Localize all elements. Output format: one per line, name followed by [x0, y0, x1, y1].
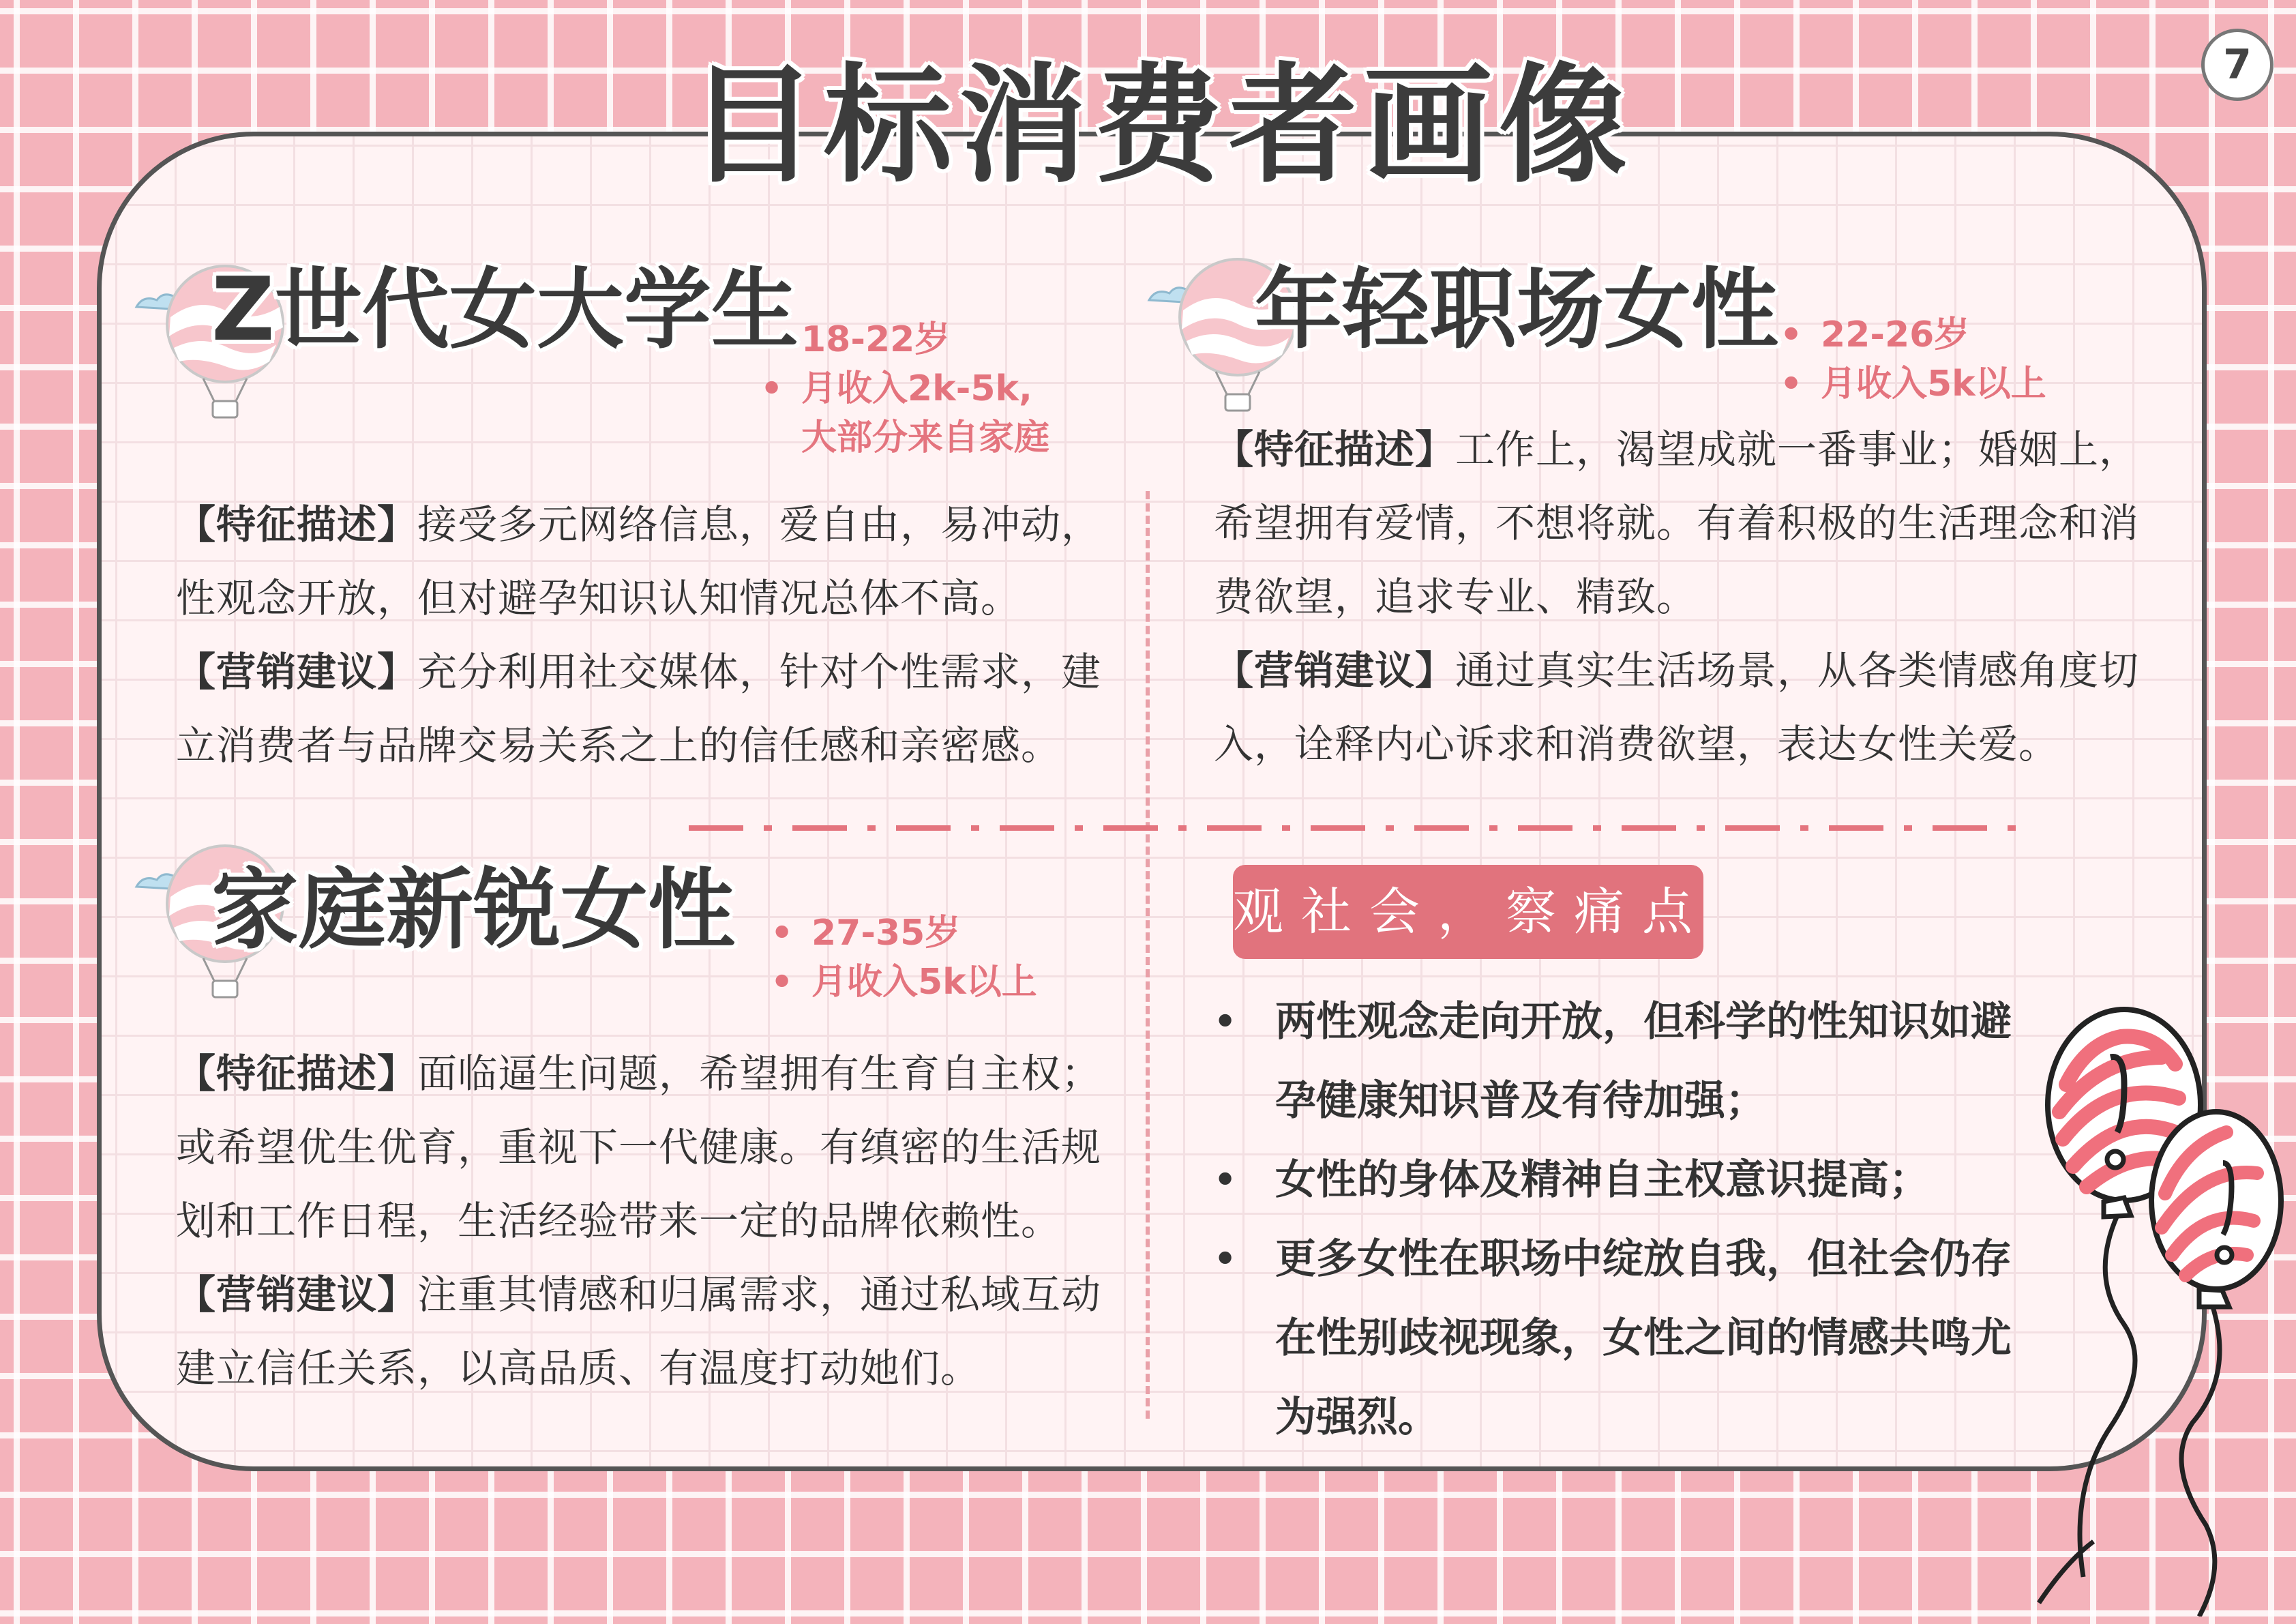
segment-desc-gen-z — [176, 488, 1117, 782]
meta-age: • 22-26岁 — [1780, 314, 1970, 355]
page-number: 7 — [2201, 29, 2273, 101]
insight-point: • 两性观念走向开放，但科学的性知识如避孕健康知识普及有待加强； — [1200, 982, 2032, 1140]
marketing-block: 【营销建议】充分利用社交媒体，针对个性需求，建立消费者与品牌交易关系之上的信任感和亲密感。 — [176, 649, 1102, 769]
segment-meta-family — [771, 909, 1037, 1007]
meta-source: 大部分来自家庭 — [801, 417, 1050, 458]
segment-meta-young-professional — [1780, 310, 2046, 409]
insight-point: • 更多女性在职场中绽放自我，但社会仍存在性别歧视现象，女性之间的情感共鸣尤为强烈。 — [1200, 1220, 2032, 1457]
insight-point: • 女性的身体及精神自主权意识提高； — [1200, 1140, 2032, 1220]
insight-banner: 观社会，察痛点 — [1233, 865, 1703, 959]
marketing-block: 【营销建议】通过真实生活场景，从各类情感角度切入，诠释内心诉求和消费欲望，表达女性关爱。 — [1214, 647, 2140, 767]
horizontal-divider — [689, 825, 2018, 831]
segment-heading-gen-z: Z世代女大学生 — [211, 259, 799, 361]
feature-block: 【特征描述】工作上，渴望成就一番事业；婚姻上，希望拥有爱情，不想将就。有着积极的生活理念和消费欲望，追求专业、精致。 — [1214, 426, 2140, 620]
segment-desc-young-professional — [1214, 413, 2155, 781]
meta-age: 18-22岁 — [801, 319, 951, 360]
feature-block: 【特征描述】接受多元网络信息，爱自由，易冲动，性观念开放，但对避孕知识认知情况总体不高。 — [176, 501, 1102, 621]
segment-meta-gen-z — [760, 315, 1049, 462]
balloons-doodle-icon — [1930, 1003, 2284, 1616]
segment-heading-family: 家庭新锐女性 — [211, 859, 736, 961]
feature-block: 【特征描述】面临逼生问题，希望拥有生育自主权；或希望优生优育，重视下一代健康。有缜密的生活规划和工作日程，生活经验带来一定的品牌依赖性。 — [176, 1050, 1102, 1244]
segment-heading-young-professional: 年轻职场女性 — [1255, 259, 1779, 361]
page-title: 目标消费者画像 — [689, 51, 1634, 201]
insight-list — [1200, 982, 2032, 1457]
meta-income: • 月收入5k以上 — [771, 962, 1037, 1003]
marketing-block: 【营销建议】注重其情感和归属需求，通过私域互动建立信任关系，以高品质、有温度打动她们。 — [176, 1271, 1102, 1391]
vertical-divider — [1146, 491, 1150, 1419]
meta-income: • 月收入5k以上 — [1780, 364, 2046, 404]
meta-income: • 月收入2k-5k, — [760, 368, 1032, 409]
meta-age: • 27-35岁 — [771, 913, 961, 954]
segment-desc-family — [176, 1037, 1117, 1405]
